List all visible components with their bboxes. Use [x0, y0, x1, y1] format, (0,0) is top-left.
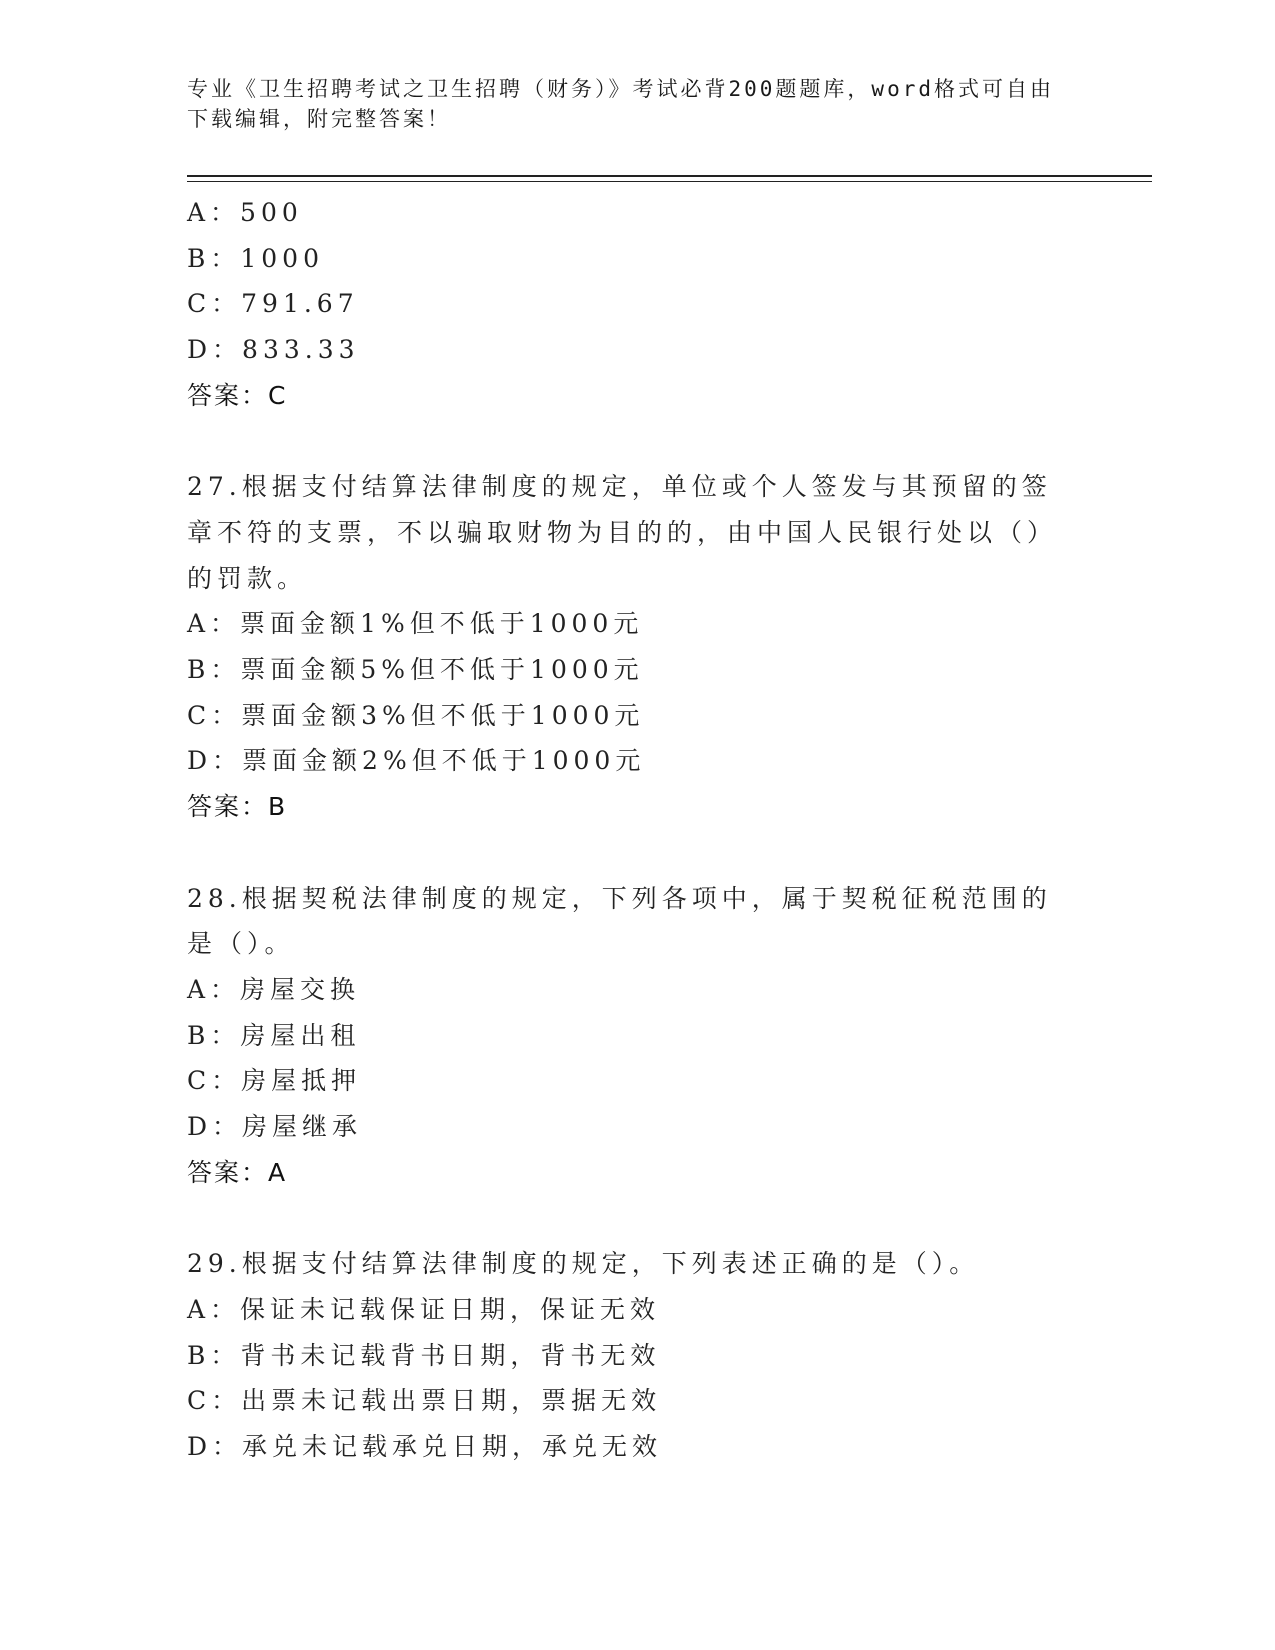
header-divider-thin [187, 181, 1152, 182]
option-d: D：承兑未记载承兑日期，承兑无效 [187, 1431, 663, 1461]
answer: 答案：B [187, 792, 288, 822]
option-b: B：房屋出租 [187, 1020, 361, 1050]
answer: 答案：C [187, 380, 288, 410]
question-stem: 29.根据支付结算法律制度的规定，下列表述正确的是（）。 [187, 1249, 980, 1279]
option-c: C：出票未记载出票日期，票据无效 [187, 1386, 662, 1416]
question-block-28 [187, 876, 1087, 1196]
option-c: C：票面金额3%但不低于1000元 [187, 700, 645, 730]
option-c: C：791.67 [187, 289, 359, 319]
document-header: 专业《卫生招聘考试之卫生招聘（财务）》考试必背200题题库，word格式可自由下载编辑，附完整答案！ [187, 77, 1054, 131]
question-stem: 27.根据支付结算法律制度的规定，单位或个人签发与其预留的签章不符的支票，不以骗取财物为目的的，由中国人民银行处以（）的罚款。 [187, 472, 1058, 593]
question-block-26 [187, 190, 1087, 419]
option-d: D：房屋继承 [187, 1112, 363, 1142]
answer: 答案：A [187, 1157, 288, 1187]
option-b: B：票面金额5%但不低于1000元 [187, 655, 644, 685]
option-d: D：票面金额2%但不低于1000元 [187, 746, 646, 776]
question-list [187, 190, 1087, 1470]
question-block-29 [187, 1241, 1087, 1470]
option-a: A：房屋交换 [187, 974, 361, 1004]
option-d: D：833.33 [187, 335, 360, 365]
header-divider [187, 175, 1152, 177]
option-a: A：500 [187, 198, 303, 227]
option-c: C：房屋抵押 [187, 1066, 362, 1096]
option-b: B：背书未记载背书日期，背书无效 [187, 1340, 661, 1370]
option-a: A：保证未记载保证日期，保证无效 [187, 1294, 661, 1324]
question-block-27 [187, 464, 1087, 830]
option-a: A：票面金额1%但不低于1000元 [187, 609, 644, 639]
option-b: B：1000 [187, 243, 324, 273]
question-stem: 28.根据契税法律制度的规定，下列各项中，属于契税征税范围的是（）。 [187, 883, 1052, 959]
